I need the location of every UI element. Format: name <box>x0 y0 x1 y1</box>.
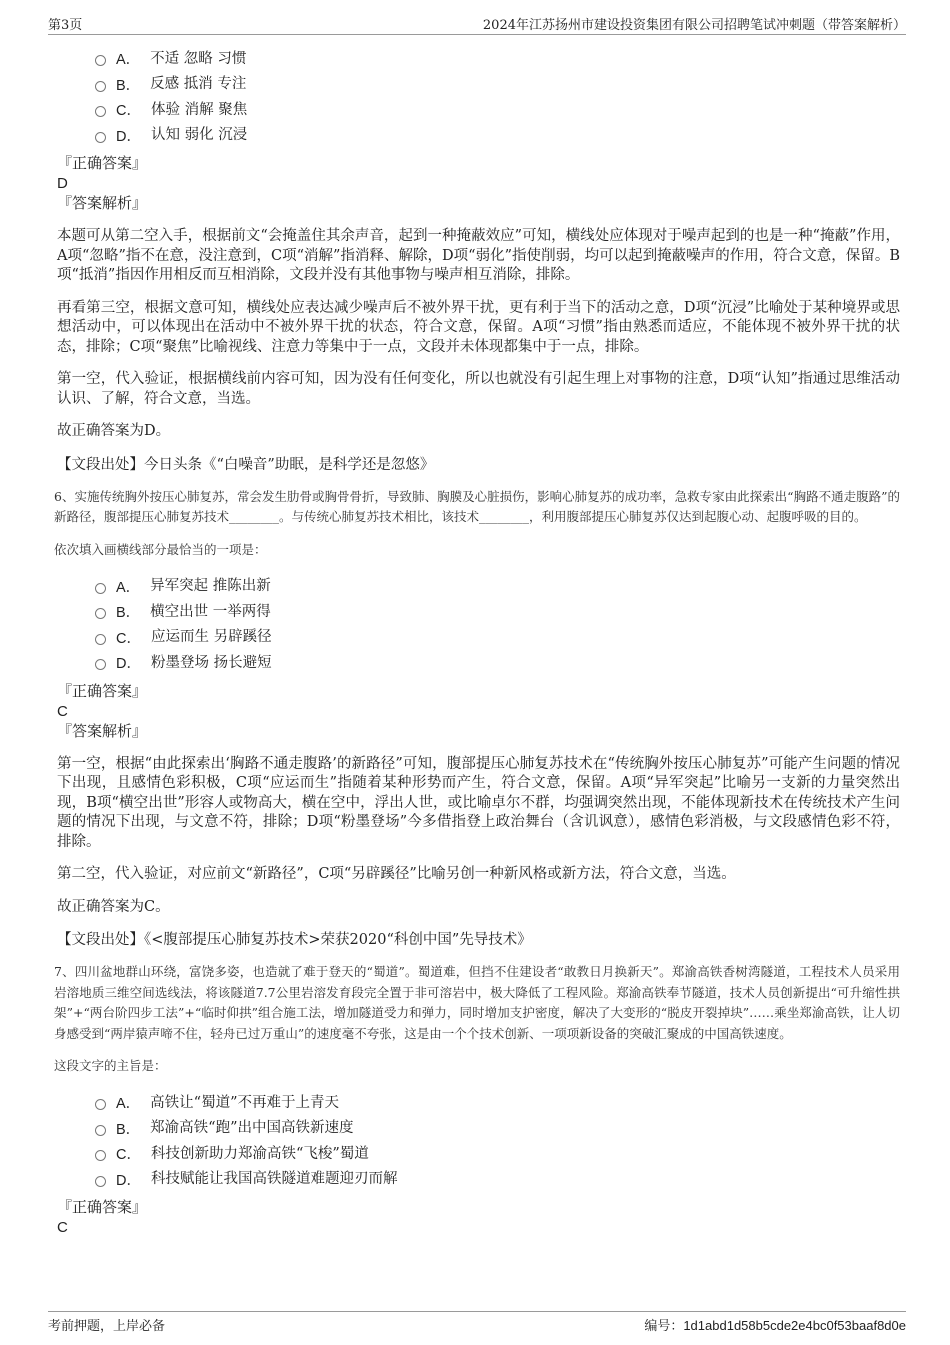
analysis-paragraph: 再看第三空，根据文意可知，横线处应表达减少噪声后不被外界干扰，更有利于当下的活动之意，D项“沉浸”比喻处于某种境界或思想活动中，可以体现出在活动中不被外界干扰的状态，符合文意，保留。A项“习惯”指由熟悉而适应，不能体现不被外界干扰的状态，排除；C项“聚焦”比喻视线、注意力等集中于一点，文段并未体现都集中于一点，排除。 <box>57 299 900 355</box>
document-title: 2024年江苏扬州市建设投资集团有限公司招聘笔试冲刺题（带答案解析） <box>482 18 906 33</box>
option-letter: B． <box>116 605 141 622</box>
option-text: 科技赋能让我国高铁隧道难题迎刃而解 <box>150 1171 398 1188</box>
option-letter: C． <box>116 630 141 647</box>
option-letter: A． <box>116 579 141 596</box>
option-text: 认知 弱化 沉浸 <box>150 127 248 144</box>
option-text: 横空出世 一举两得 <box>150 603 271 620</box>
radio-icon[interactable] <box>95 659 106 670</box>
option-letter: D． <box>116 128 141 145</box>
q6-option-c[interactable] <box>95 625 900 651</box>
code-value: 1d1abd1d58b5cde2e4bc0f53baaf8d0e <box>683 1318 906 1333</box>
option-letter: B． <box>116 1121 141 1138</box>
question-7-prompt: 这段文字的主旨是： <box>54 1058 167 1073</box>
option-text: 应运而生 另辟蹊径 <box>150 629 272 646</box>
document-body <box>54 46 900 1238</box>
option-letter: C． <box>116 103 141 120</box>
option-text: 科技创新助力郑渝高铁“飞梭”蜀道 <box>150 1145 369 1162</box>
q6-options <box>95 574 900 676</box>
answer-value: C <box>57 702 68 720</box>
q5-option-b[interactable] <box>95 72 900 98</box>
radio-icon[interactable] <box>95 1176 106 1187</box>
q6-option-d[interactable] <box>95 650 900 676</box>
q5-option-a[interactable] <box>95 46 900 72</box>
option-text: 粉墨登场 扬长避短 <box>150 654 272 671</box>
q7-options <box>95 1090 900 1192</box>
radio-icon[interactable] <box>95 608 106 619</box>
q6-option-a[interactable] <box>95 574 900 600</box>
radio-icon[interactable] <box>95 1099 106 1110</box>
source-note: 【文段出处】今日头条《“白噪音”助眠，是科学还是忽悠》 <box>57 456 435 473</box>
question-6-text: 6、实施传统胸外按压心肺复苏，常会发生肋骨或胸骨骨折，导致肺、胸膜及心脏损伤，影响心肺复苏的成功率，急救专家由此探索出“胸路不通走腹路”的新路径，腹部提压心肺复苏技术________。与传统心肺复苏技术相比，该技术________，利用腹部提压心肺复苏仅达到起腹心动、起腹呼吸的目的。 <box>54 488 900 524</box>
q7-option-a[interactable] <box>95 1090 900 1116</box>
radio-icon[interactable] <box>95 106 106 117</box>
question-7-text: 7、四川盆地群山环绕，富饶多姿，也造就了难于登天的“蜀道”。蜀道难，但挡不住建设者“敢教日月换新天”。郑渝高铁香树湾隧道，工程技术人员采用岩溶地质三维空间选线法，将该隧道7.7公里岩溶发育段完全置于非可溶岩中，极大降低了工程风险。郑渝高铁奉节隧道，技术人员创新提出“可升缩性拱架”+“两台阶四步工法”+“临时仰拱”组合施工法，增加隧道受力和弹力，同时增加支护密度，解决了大变形的“脱皮开裂掉块”……乘坐郑渝高铁，让人切身感受到“两岸猿声啼不住，轻舟已过万重山”的速度毫不夸张，这是由一个个技术创新、一项项新设备的突破汇聚成的中国高铁速度。 <box>54 964 900 1041</box>
q7-option-d[interactable] <box>95 1167 900 1193</box>
answer-value: C <box>57 1219 68 1236</box>
code-label: 编号： <box>644 1319 684 1334</box>
option-letter: D． <box>116 656 141 673</box>
option-text: 高铁让“蜀道”不再难于上青天 <box>150 1094 339 1111</box>
option-text: 异军突起 推陈出新 <box>150 578 271 595</box>
option-text: 不适 忽略 习惯 <box>150 50 247 67</box>
answer-label: 『正确答案』 <box>57 682 148 700</box>
q5-option-d[interactable] <box>95 123 900 149</box>
radio-icon[interactable] <box>95 55 106 66</box>
analysis-paragraph: 第一空，代入验证，根据横线前内容可知，因为没有任何变化，所以也就没有引起生理上对事物的注意，D项“认知”指通过思维活动认识、了解，符合文意，当选。 <box>57 371 900 407</box>
page-number: 第3页 <box>48 18 83 33</box>
radio-icon[interactable] <box>95 81 106 92</box>
radio-icon[interactable] <box>95 1125 106 1136</box>
answer-label: 『正确答案』 <box>57 155 148 172</box>
analysis-paragraph: 第一空，根据“由此探索出‘胸路不通走腹路’的新路径”可知，腹部提压心肺复苏技术在“传统胸外按压心肺复苏”可能产生问题的情况下出现，且感情色彩积极，C项“应运而生”指随着某种形势而产生，符合文意，保留。A项“异军突起”比喻另一支新的力量突然出现，B项“横空出世”形容人或物高大，横在空中，浮出人世，或比喻卓尔不群，均强调突然出现，不能体现新技术在传统技术产生问题的情况下出现，与文意不符，排除；D项“粉墨登场”今多借指登上政治舞台（含讥讽意），感情色彩消极，与文段感情色彩不符，排除。 <box>57 755 900 850</box>
analysis-paragraph: 第二空，代入验证，对应前文“新路径”，C项“另辟蹊径”比喻另创一种新风格或新方法，符合文意，当选。 <box>57 866 736 882</box>
radio-icon[interactable] <box>95 1150 106 1161</box>
q7-option-c[interactable] <box>95 1141 900 1167</box>
radio-icon[interactable] <box>95 583 106 594</box>
option-letter: C． <box>116 1147 141 1164</box>
q7-option-b[interactable] <box>95 1116 900 1142</box>
footer-slogan: 考前押题，上岸必备 <box>48 1319 166 1334</box>
option-text: 体验 消解 聚焦 <box>150 101 248 118</box>
q6-option-b[interactable] <box>95 599 900 625</box>
analysis-paragraph: 本题可从第二空入手，根据前文“会掩盖住其余声音，起到一种掩蔽效应”可知，横线处应体现对于噪声起到的也是一种“掩蔽”作用，A项“忽略”指不在意，没注意到，C项“消解”指消释、解除，D项“弱化”指使削弱，均可以起到掩蔽噪声的作用，符合文意，保留。B项“抵消”指因作用相反而互相消除，文段并没有其他事物与噪声相互消除，排除。 <box>57 228 900 283</box>
option-letter: B． <box>116 77 141 94</box>
radio-icon[interactable] <box>95 634 106 645</box>
q5-options <box>95 46 900 148</box>
analysis-label: 『答案解析』 <box>57 195 148 212</box>
option-letter: A． <box>116 52 141 69</box>
radio-icon[interactable] <box>95 132 106 143</box>
option-text: 郑渝高铁“跑”出中国高铁新速度 <box>150 1120 354 1137</box>
answer-value: D <box>57 175 68 192</box>
question-6-prompt: 依次填入画横线部分最恰当的一项是： <box>54 541 267 557</box>
page-footer <box>48 1311 906 1337</box>
page-header <box>48 12 906 35</box>
answer-label: 『正确答案』 <box>57 1199 148 1216</box>
option-letter: A． <box>116 1096 141 1113</box>
document-code <box>644 1315 906 1334</box>
option-letter: D． <box>116 1172 141 1189</box>
analysis-paragraph: 故正确答案为C。 <box>57 898 170 915</box>
analysis-label: 『答案解析』 <box>57 722 148 740</box>
source-note: 【文段出处】《<腹部提压心肺复苏技术>荣获2020“科创中国”先导技术》 <box>57 932 532 948</box>
analysis-paragraph: 故正确答案为D。 <box>57 423 171 439</box>
q5-option-c[interactable] <box>95 97 900 123</box>
option-text: 反感 抵消 专注 <box>150 76 247 93</box>
